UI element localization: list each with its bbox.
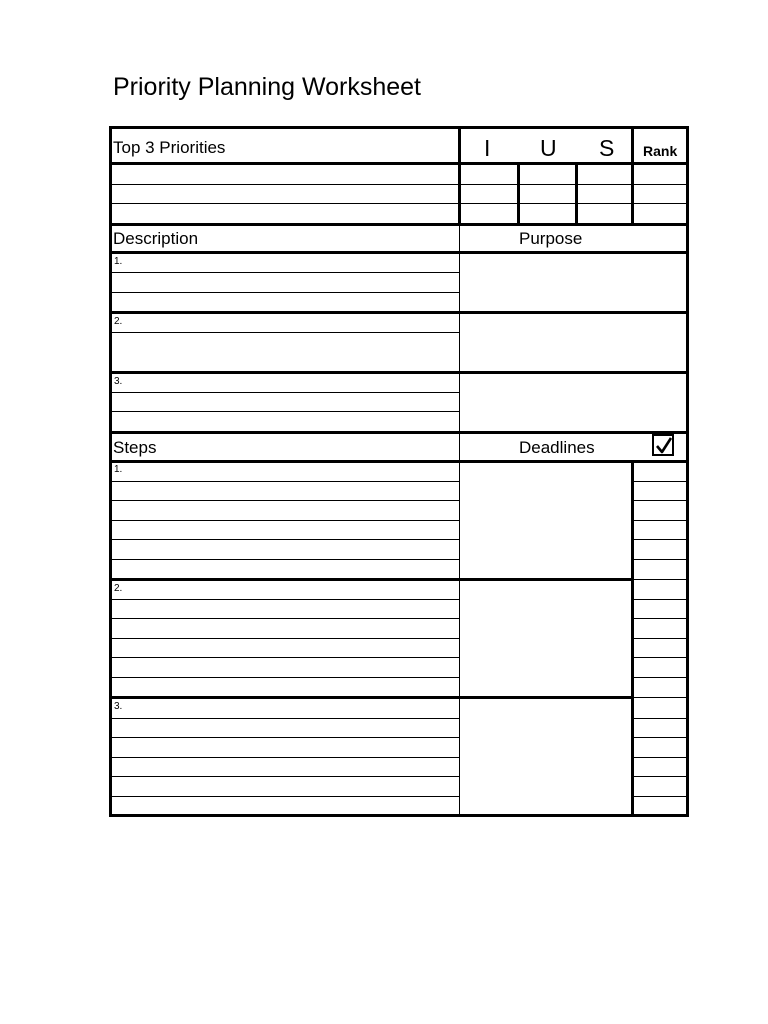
check-row-line [634,697,686,698]
steps-header: Steps [113,438,157,457]
step-line [112,776,459,777]
col-header-i: I [484,135,491,161]
check-row-line [634,657,686,658]
description-line [112,272,459,273]
description-line [112,292,459,293]
priorities-divider [458,129,461,223]
checkbox-checked-icon [652,434,674,456]
steps-number-1: 1. [114,464,123,475]
priorities-header: Top 3 Priorities [113,138,226,157]
step-line [112,599,459,600]
check-row-line [634,539,686,540]
priorities-divider [631,129,634,223]
step-line [112,500,459,501]
priorities-divider [575,162,578,223]
section-rule [112,223,686,226]
priorities-divider [517,162,520,223]
description-line [112,332,459,333]
step-line [112,677,459,678]
step-line [112,737,459,738]
check-row-line [634,599,686,600]
col-header-s: S [599,135,615,161]
section-rule [112,431,686,434]
steps-number-2: 2. [114,583,123,594]
purpose-header: Purpose [519,229,583,248]
description-divider [459,223,460,431]
check-row-line [634,481,686,482]
description-number-1: 1. [114,256,123,267]
steps-divider [459,431,460,814]
step-block-rule [112,578,634,581]
step-line [112,559,459,560]
steps-number-3: 3. [114,701,123,712]
check-row-line [634,776,686,777]
description-header-rule [112,251,686,254]
check-row-line [634,579,686,580]
description-number-2: 2. [114,316,123,327]
check-row-line [634,737,686,738]
check-row-line [634,618,686,619]
steps-divider [631,460,634,814]
check-row-line [634,500,686,501]
check-row-line [634,559,686,560]
col-header-u: U [540,135,557,161]
check-row-line [634,677,686,678]
description-block-rule [112,371,686,374]
step-line [112,618,459,619]
step-line [112,757,459,758]
description-header: Description [113,229,199,248]
description-line [112,392,459,393]
step-line [112,638,459,639]
step-line [112,539,459,540]
step-line [112,796,459,797]
priorities-header-rule [112,162,686,165]
step-line [112,481,459,482]
priority-row-line [112,184,686,185]
priority-row-line [112,203,686,204]
col-header-rank: Rank [643,143,678,159]
description-block-rule [112,311,686,314]
step-line [112,718,459,719]
step-block-rule [112,696,634,699]
check-row-line [634,796,686,797]
step-line [112,520,459,521]
worksheet-title: Priority Planning Worksheet [113,73,422,101]
check-row-line [634,757,686,758]
check-row-line [634,718,686,719]
description-line [112,411,459,412]
check-row-line [634,520,686,521]
description-number-3: 3. [114,376,123,387]
deadlines-header: Deadlines [519,438,595,457]
worksheet-table [109,126,689,817]
step-line [112,657,459,658]
check-row-line [634,638,686,639]
steps-header-rule [112,460,686,463]
